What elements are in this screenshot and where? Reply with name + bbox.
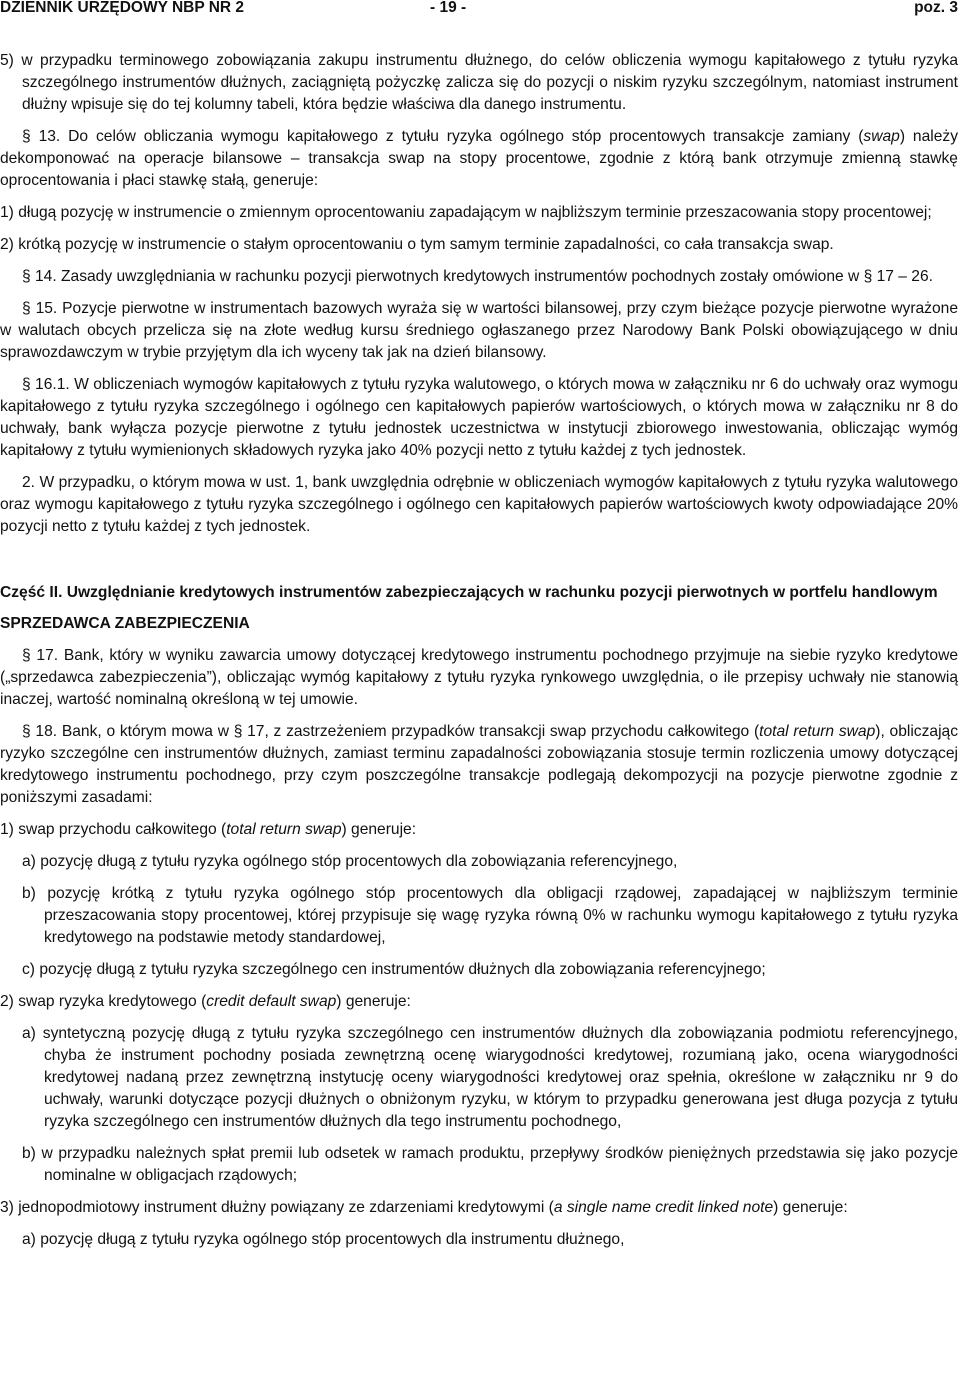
point-2-b: b) w przypadku należnych spłat premii lub odsetek w ramach produktu, przepływy środków pieniężnych przedstawia się jako pozycje nominalne w obligacjach rządowych; [22,1145,958,1184]
paragraph-18-italic: total return swap [759,723,876,740]
paragraph-14: § 14. Zasady uwzględniania w rachunku pozycji pierwotnych kredytowych instrumentów pochodnych zostały omówione w § 17 – 26. [22,268,933,285]
page-header [0,0,960,16]
point-3-text-b: ) generuje: [773,1199,848,1216]
section-title: SPRZEDAWCA ZABEZPIECZENIA [0,615,250,632]
paragraph-16-2: 2. W przypadku, o którym mowa w ust. 1, bank uwzględnia odrębnie w obliczeniach wymogów kapitałowych z tytułu ryzyka walutowego oraz wymogu kapitałowego z tytułu ryzyka szczególnego i ogólnego cen kapitałowych papierów wartościowych kwoty odpowiadające 20% pozycji netto z tytułu każdej z tych jednostek. [0,474,958,535]
paragraph-13-point-1: 1) długą pozycję w instrumencie o zmiennym oprocentowaniu zapadającym w najbliższym terminie przeszacowania stopy procentowej; [0,204,932,221]
point-2-text-b: ) generuje: [336,993,411,1010]
part-title: Część II. Uwzględnianie kredytowych instrumentów zabezpieczających w rachunku pozycji pierwotnych w portfelu handlowym [0,584,938,601]
point-3-a: a) pozycję długą z tytułu ryzyka ogólnego stóp procentowych dla instrumentu dłużnego, [22,1231,625,1248]
point-2-italic: credit default swap [206,993,337,1010]
point-3-italic: a single name credit linked note [553,1199,774,1216]
document-body [0,50,958,1261]
point-2-a: a) syntetyczną pozycję długą z tytułu ryzyka szczególnego cen instrumentów dłużnych dla zobowiązania podmiotu referencyjnego, chyba że instrument pochodny posiada zewnętrzną ocenę wiarygodności kredytowej, rozumianą jako, ocena wiarygodności kredytowej nadaną przez zewnętrzną instytucję oceny wiarygodności kredytowej oraz spełnia, określone w załączniku nr 9 do uchwały, warunki dotyczące pozycji dłużnych o obniżonym ryzyku, w którym to przypadku generowana jest długa pozycja z tytułu ryzyka szczególnego cen instrumentów dłużnych dla tego instrumentu pochodnego, [22,1025,958,1130]
paragraph-18-text-b: ), obliczając ryzyko szczególne cen instrumentów dłużnych, zamiast terminu zapadalności zobowiązania stosuje termin rozliczenia umowy dotyczącej kredytowego instrumentu pochodnego, przy czym poszczególne transakcje podlegają dekompozycji na pozycje pierwotne zgodnie z poniższymi zasadami: [0,723,959,806]
paragraph-16-1: § 16.1. W obliczeniach wymogów kapitałowych z tytułu ryzyka walutowego, o których mowa w załączniku nr 6 do uchwały oraz wymogu kapitałowego z tytułu ryzyka szczególnego i ogólnego cen kapitałowych papierów wartościowych, o których mowa w załączniku nr 8 do uchwały, bank wyłącza pozycje pierwotne z tytułu jednostek uczestnictwa w instytucji zbiorowego inwestowania, obliczając wymóg kapitałowy z tytułu wymienionych składowych ryzyka jako 40% pozycji netto z tytułu każdej z tych jednostek. [0,376,958,459]
paragraph-13-italic: swap [863,128,900,145]
point-1-c: c) pozycję długą z tytułu ryzyka szczególnego cen instrumentów dłużnych dla zobowiązania referencyjnego; [22,961,766,978]
paragraph-13-text-b: ) należy dekomponować na operacje bilansowe – transakcja swap na stopy procentowe, zgodnie z którą bank otrzymuje zmienną stawkę oprocentowania i płaci stawkę stałą, generuje: [0,128,958,189]
journal-title: DZIENNIK URZĘDOWY NBP NR 2 [0,0,245,16]
paragraph-13-point-2: 2) krótką pozycję w instrumencie o stałym oprocentowaniu o tym samym terminie zapadalności, co cała transakcja swap. [0,236,834,253]
point-3-text-a: 3) jednopodmiotowy instrument dłużny powiązany ze zdarzeniami kredytowymi ( [0,1199,554,1216]
point-1-text-a: 1) swap przychodu całkowitego ( [0,821,227,838]
paragraph-17: § 17. Bank, który w wyniku zawarcia umowy dotyczącej kredytowego instrumentu pochodnego przyjmuje na siebie ryzyko kredytowe („sprzedawca zabezpieczenia”), obliczając wymóg kapitałowy z tytułu ryzyka rynkowego uwzględnia, o ile przepisy uchwały nie stanowią inaczej, wartość nominalną określoną w tej umowie. [0,647,958,708]
paragraph-18-point-2 [0,991,958,1013]
paragraph-18 [0,721,958,809]
paragraph-15: § 15. Pozycje pierwotne w instrumentach bazowych wyraża się w wartości bilansowej, przy czym bieżące pozycje pierwotne wyrażone w walutach obcych przelicza się na złote według kursu średniego ogłaszanego przez Narodowy Bank Polski obowiązującego w dniu sprawozdawczym w trybie przyjętym dla ich wyceny tak jak na dzień bilansowy. [0,300,958,361]
point-1-italic: total return swap [226,821,342,838]
point-1-text-b: ) generuje: [341,821,417,838]
paragraph-18-point-3 [0,1197,958,1219]
paragraph-18-point-1 [0,819,958,841]
point-1-a: a) pozycję długą z tytułu ryzyka ogólnego stóp procentowych dla zobowiązania referencyjnego, [22,853,678,870]
paragraph-13-text-a: § 13. Do celów obliczania wymogu kapitałowego z tytułu ryzyka ogólnego stóp procentowych transakcje zamiany ( [22,128,864,145]
paragraph-13 [0,126,958,192]
section-gap [0,548,958,582]
paragraph-point-5: 5) w przypadku terminowego zobowiązania zakupu instrumentu dłużnego, do celów obliczenia wymogu kapitałowego z tytułu ryzyka szczególnego instrumentów dłużnych, zaciągniętą pożyczkę zalicza się do pozycji o niskim ryzyku szczególnym, natomiast instrument dłużny wpisuje się do tej kolumny tabeli, która będzie właściwa dla danego instrumentu. [0,52,958,113]
point-1-b: b) pozycję krótką z tytułu ryzyka ogólnego stóp procentowych dla obligacji rządowej, zapadającej w najbliższym terminie przeszacowania stopy procentowej, której przypisuje się wagę ryzyka równą 0% w rachunku wymogu kapitałowego z tytułu ryzyka kredytowego na podstawie metody standardowej, [22,885,958,946]
point-2-text-a: 2) swap ryzyka kredytowego ( [0,993,207,1010]
paragraph-18-text-a: § 18. Bank, o którym mowa w § 17, z zastrzeżeniem przypadków transakcji swap przychodu całkowitego ( [22,723,760,740]
position-number: poz. 3 [914,0,958,16]
page-number: - 19 - [430,0,467,16]
